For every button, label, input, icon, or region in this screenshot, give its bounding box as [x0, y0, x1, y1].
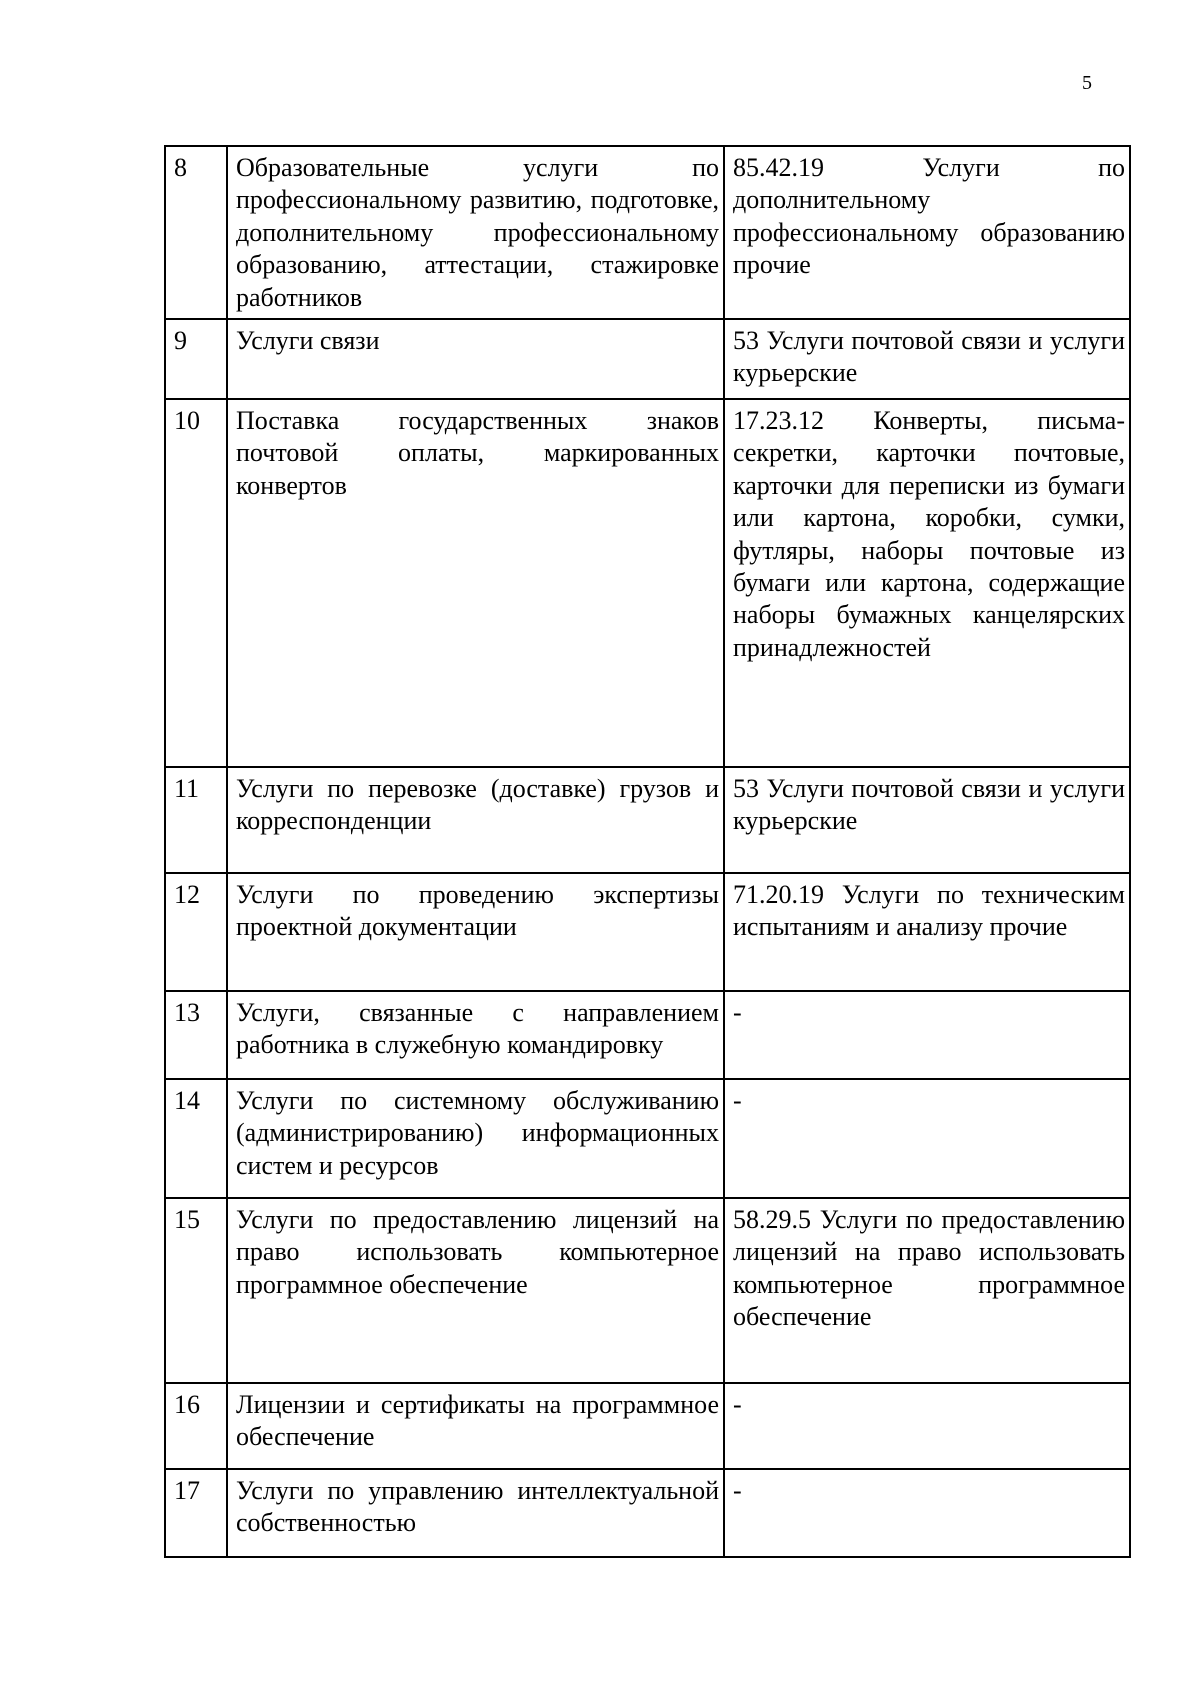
table-row	[165, 146, 1130, 319]
row-number: 16	[165, 1383, 227, 1469]
okpd-code: 17.23.12 Конверты, письма-секретки, карточки почтовые, карточки для переписки из бумаги или картона, коробки, сумки, футляры, наборы почтовые из бумаги или картона, содержащие наборы бумажных канцелярских принадлежностей	[724, 399, 1130, 767]
row-number: 11	[165, 767, 227, 873]
service-name: Услуги по управлению интеллектуальной собственностью	[227, 1469, 724, 1557]
okpd-code: -	[724, 1469, 1130, 1557]
table-row	[165, 1469, 1130, 1557]
table-row	[165, 399, 1130, 767]
okpd-code: -	[724, 991, 1130, 1079]
okpd-code: 53 Услуги почтовой связи и услуги курьерские	[724, 319, 1130, 399]
row-number: 9	[165, 319, 227, 399]
service-name: Услуги связи	[227, 319, 724, 399]
row-number: 14	[165, 1079, 227, 1198]
service-name: Поставка государственных знаков почтовой оплаты, маркированных конвертов	[227, 399, 724, 767]
okpd-code: 85.42.19 Услуги по дополнительному профессиональному образованию прочие	[724, 146, 1130, 319]
table-row	[165, 873, 1130, 991]
service-name: Услуги по проведению экспертизы проектной документации	[227, 873, 724, 991]
service-name: Образовательные услуги по профессиональному развитию, подготовке, дополнительному профессиональному образованию, аттестации, стажировке работников	[227, 146, 724, 319]
table-row	[165, 319, 1130, 399]
service-name: Услуги по системному обслуживанию (администрированию) информационных систем и ресурсов	[227, 1079, 724, 1198]
table-row	[165, 1079, 1130, 1198]
okpd-code: -	[724, 1383, 1130, 1469]
row-number: 10	[165, 399, 227, 767]
row-number: 17	[165, 1469, 227, 1557]
table-row	[165, 1198, 1130, 1383]
table-row	[165, 767, 1130, 873]
okpd-code: 71.20.19 Услуги по техническим испытаниям и анализу прочие	[724, 873, 1130, 991]
okpd-code: -	[724, 1079, 1130, 1198]
page-number: 5	[1082, 72, 1092, 94]
service-name: Услуги, связанные с направлением работника в служебную командировку	[227, 991, 724, 1079]
table-row	[165, 991, 1130, 1079]
row-number: 12	[165, 873, 227, 991]
row-number: 8	[165, 146, 227, 319]
service-name: Лицензии и сертификаты на программное обеспечение	[227, 1383, 724, 1469]
row-number: 13	[165, 991, 227, 1079]
service-name: Услуги по перевозке (доставке) грузов и корреспонденции	[227, 767, 724, 873]
table-row	[165, 1383, 1130, 1469]
okpd-code: 53 Услуги почтовой связи и услуги курьерские	[724, 767, 1130, 873]
service-name: Услуги по предоставлению лицензий на право использовать компьютерное программное обеспечение	[227, 1198, 724, 1383]
row-number: 15	[165, 1198, 227, 1383]
okpd-code: 58.29.5 Услуги по предоставлению лицензий на право использовать компьютерное программное обеспечение	[724, 1198, 1130, 1383]
services-table	[164, 145, 1131, 1558]
